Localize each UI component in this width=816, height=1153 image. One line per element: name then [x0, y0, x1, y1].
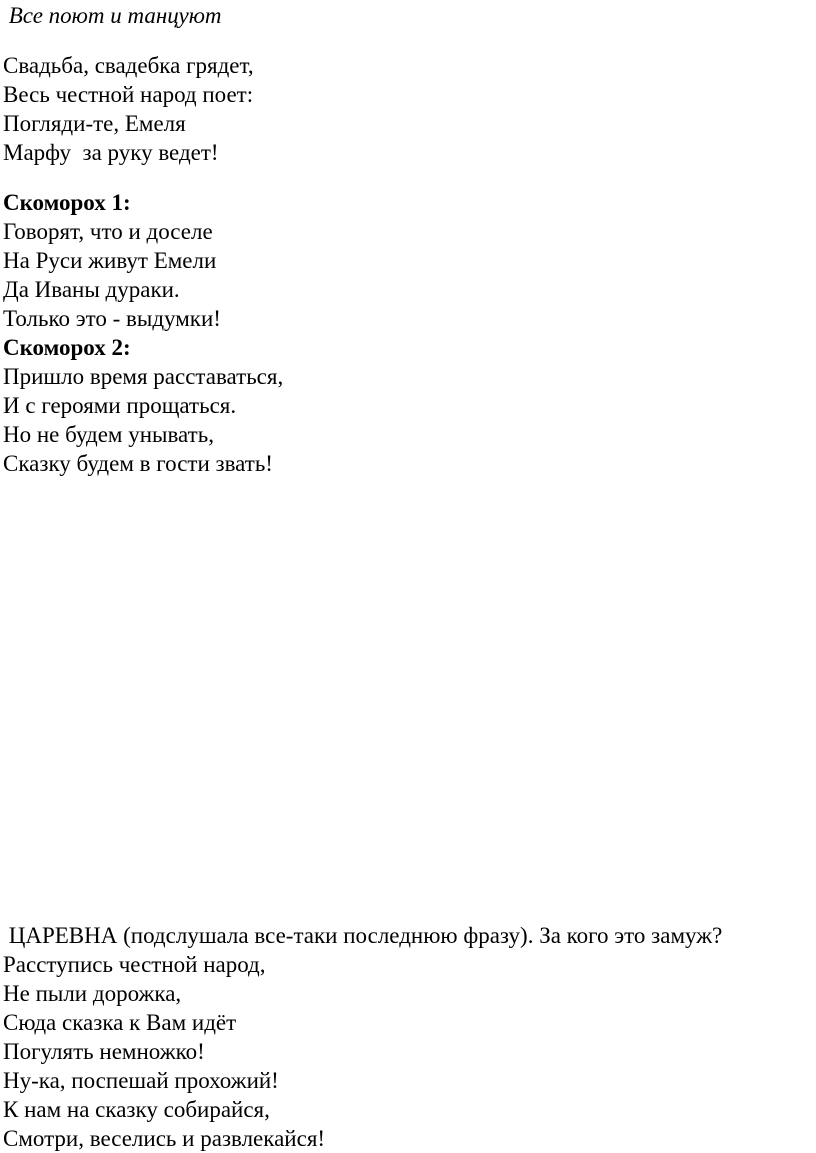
top-section: [3, 1, 803, 478]
skomorokh1-line: Да Иваны дураки.: [3, 277, 180, 302]
speaker-skomorokh-2: Скоморох 2:: [3, 335, 131, 360]
skomorokh1-line: Только это - выдумки!: [3, 306, 221, 331]
skomorokh1-line: Говорят, что и доселе: [3, 219, 213, 244]
tsarevna-line: К нам на сказку собирайся,: [3, 1097, 270, 1122]
tsarevna-line: Ну-ка, поспешай прохожий!: [3, 1068, 279, 1093]
blank-line: [3, 167, 803, 188]
blank-line: [3, 30, 803, 51]
skomorokh1-line: На Руси живут Емели: [3, 248, 217, 273]
tsarevna-line: Не пыли дорожка,: [3, 981, 182, 1006]
tsarevna-line: Расступись честной народ,: [3, 952, 266, 977]
stanza1-line: Весь честной народ поет:: [3, 82, 254, 107]
bottom-section: [3, 921, 803, 1153]
stanza1-line: Погляди-те, Емеля: [3, 111, 186, 136]
stanza1-line: Свадьба, свадебка грядет,: [3, 53, 254, 78]
stanza1-line: Марфу за руку ведет!: [3, 140, 219, 165]
skomorokh2-line: И с героями прощаться.: [3, 393, 237, 418]
speaker-skomorokh-1: Скоморох 1:: [3, 190, 131, 215]
skomorokh2-line: Но не будем унывать,: [3, 422, 214, 447]
stage-direction: Все поют и танцуют: [3, 3, 222, 28]
tsarevna-line: Сюда сказка к Вам идёт: [3, 1010, 237, 1035]
skomorokh2-line: Сказку будем в гости звать!: [3, 451, 273, 476]
skomorokh2-line: Пришло время расставаться,: [3, 364, 284, 389]
tsarevna-line: Погулять немножко!: [3, 1039, 205, 1064]
tsarevna-remark: ЦАРЕВНА (подслушала все-таки последнюю фразу). За кого это замуж?: [3, 923, 723, 948]
tsarevna-line: Смотри, веселись и развлекайся!: [3, 1126, 326, 1151]
